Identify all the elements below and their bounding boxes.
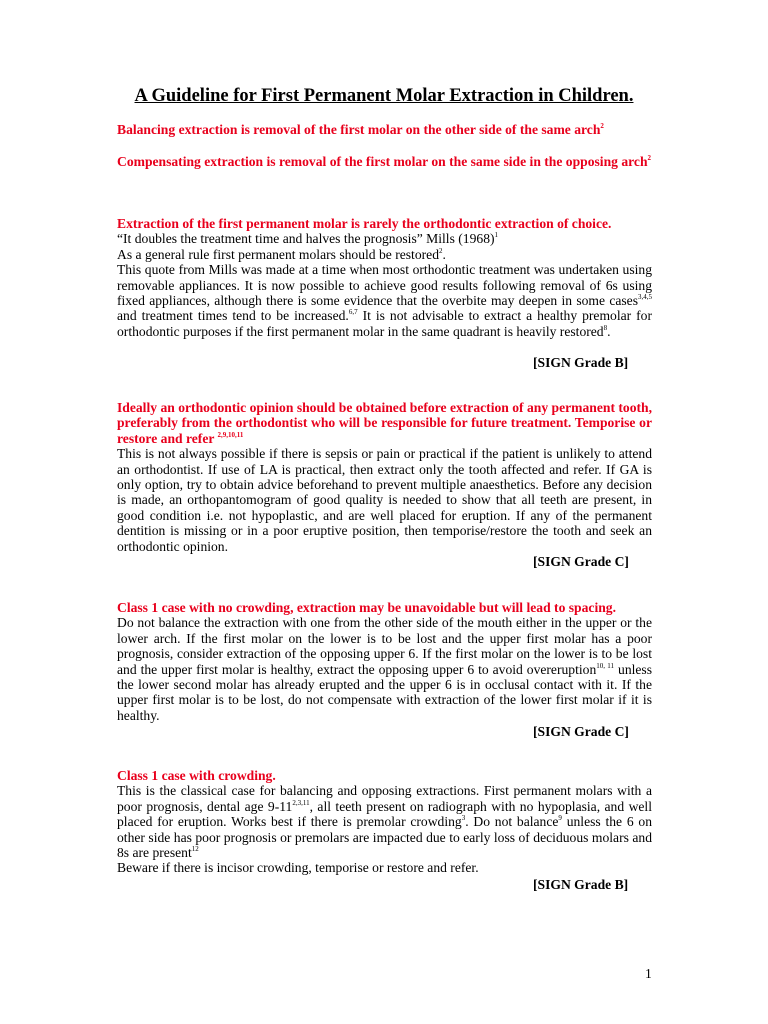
sign-grade: [SIGN Grade B] (533, 355, 629, 370)
section-class1-no-crowding (117, 600, 652, 723)
section-body: This quote from Mills was made at a time when most orthodontic treatment was undertaken using removable appliances. It is now possible to achieve good results following removal of 6s using fixed appliances, although there is some evidence that the overbite may deepen in some cases$^{3,4,5}$ and treatment times tend to be increased.$^{6,7}$ It is not advisable to extract a healthy premolar for orthodontic purposes if the first permanent molar in the same quadrant is heavily restored$^8$. (117, 262, 653, 339)
citation: 6,7 (348, 308, 358, 317)
section-heading: Extraction of the first permanent molar is rarely the orthodontic extraction of choice. (117, 216, 612, 231)
beware-note: Beware if there is incisor crowding, temporise or restore and refer. (117, 860, 479, 876)
section-body: This is the classical case for balancing and opposing extractions. First permanent molars with a poor prognosis, dental age 9-11$^{2,3,11}$, all teeth present on radiograph with no hypoplasia, and well placed for eruption. Works best if there is premolar crowding$^3$. Do not balance$^9$ unless the 6 on other side has poor prognosis or premolars are impacted due to early loss of deciduous molars and 8s are present$^{12}$ (117, 783, 652, 861)
citation: 8 (603, 323, 608, 332)
sign-grade: [SIGN Grade C] (533, 724, 629, 739)
citation: 2,3,11 (292, 798, 310, 807)
section-body: Do not balance the extraction with one from the other side of the mouth either in the upper or the lower arch. If the first molar on the lower is to be lost and the upper first molar has a poor prognosis, consider extraction of the opposing upper 6. If the first molar on the lower is to be lost and the upper first molar is healthy, extract the opposing upper 6 to avoid overeruption$^{10, 11}$ unless the lower second molar has already erupted and the upper 6 is in occlusal contact with it. If the upper first molar is to be lost, do not compensate with extraction of the lower first molar if it is healthy. (117, 615, 653, 723)
sign-grade: [SIGN Grade C] (533, 554, 629, 569)
citation: 3 (461, 814, 466, 823)
citation: 3,4,5 (638, 293, 652, 302)
section-heading: Ideally an orthodontic opinion should be obtained before extraction of any permanent tooth, preferably from the orthodontist who will be responsible for future treatment. Temporise or restore and refer (117, 400, 652, 446)
citation: 1 (494, 231, 499, 240)
page-number: 1 (645, 966, 652, 981)
citation: 2 (647, 154, 652, 162)
sign-grade: [SIGN Grade B] (533, 877, 629, 892)
section-rarely-choice: Extraction of the first permanent molar is rarely the orthodontic extraction of choice. “It doubles the treatment time and halves the prognosis” Mills $(1968)^1$ As a general rule first permanent molars should be restored$^2$. This quote from Mills was made at a time when most orthodontic treatment was undertaken using removable appliances. It is now possible to achieve good results following removal of 6s using fixed appliances, although there is some evidence that the overbite may deepen in some cases$^{3,4,5}$ and treatment times tend to be increased.$^{6,7}$ It is not advisable to extract a healthy premolar for orthodontic purposes if the first permanent molar in the same quadrant is heavily restored$^8$. (117, 216, 653, 339)
general-rule: As a general rule first permanent molars should be restored (117, 246, 439, 262)
section-orthodontic-opinion (117, 400, 652, 554)
mills-quote: “It doubles the treatment time and halves the prognosis” Mills (1968) (117, 231, 495, 247)
section-heading: Class 1 case with crowding. (117, 768, 276, 783)
section-heading: Class 1 case with no crowding, extraction may be unavoidable but will lead to spacing. (117, 600, 616, 615)
citation: 2,9,10,11 (217, 430, 244, 439)
section-class1-crowding (117, 768, 652, 876)
citation: 9 (558, 814, 562, 823)
citation: 2 (439, 246, 443, 255)
citation: 10, 11 (596, 661, 615, 670)
balancing-text: Balancing extraction is removal of the first molar on the other side of the same arch (117, 122, 601, 137)
citation: 2 (600, 122, 604, 130)
definition-compensating (117, 154, 652, 169)
document-title: A Guideline for First Permanent Molar Extraction in Children. (134, 86, 634, 106)
citation: 12 (191, 845, 199, 854)
section-body: This is not always possible if there is sepsis or pain or practical if the patient is unlikely to attend an orthodontist. If use of LA is practical, then extract only the tooth affected and refer. If GA is only option, try to obtain advice beforehand to prevent multiple anaesthetics. Before any decision is made, an orthopantomogram of good quality is needed to show that all teeth are present, in good condition i.e. not hypoplastic, and are well placed for eruption. If any of the permanent dentition is missing or in a poor eruptive position, then temporise/restore the tooth and seek an orthodontic opinion. (117, 446, 652, 554)
definition-balancing (117, 122, 652, 137)
compensating-text: Compensating extraction is removal of the first molar on the same side in the opposing arch (117, 154, 648, 169)
